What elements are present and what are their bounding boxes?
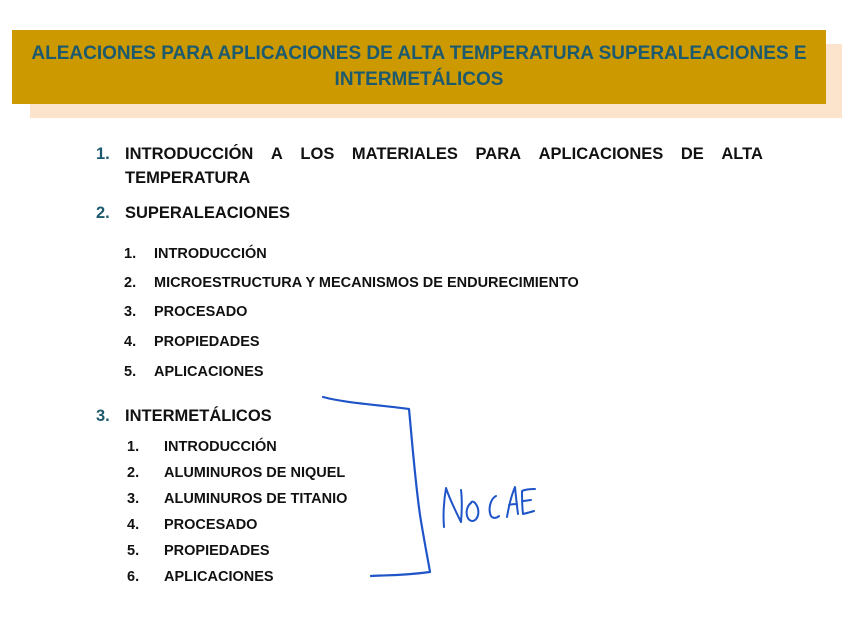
item-number: 1.: [96, 145, 110, 163]
word: A: [270, 145, 283, 163]
title-line-1: ALEACIONES PARA APLICACIONES DE ALTA TEMPERATURA SUPERALEACIONES E: [31, 43, 807, 64]
item-label: SUPERALEACIONES: [125, 204, 291, 222]
sub-label: INTRODUCCIÓN: [164, 439, 277, 455]
sub-label: ALUMINUROS DE TITANIO: [164, 491, 348, 507]
sub-label: PROPIEDADES: [154, 334, 260, 350]
sub-number: 2.: [124, 275, 137, 291]
sub-number: 1.: [127, 439, 140, 455]
sub-number: 1.: [124, 246, 137, 262]
sub-number: 2.: [127, 465, 140, 481]
sub-number: 3.: [124, 304, 137, 320]
sub-label: APLICACIONES: [154, 364, 264, 380]
word: MATERIALES: [351, 145, 458, 163]
word: APLICACIONES: [538, 145, 664, 163]
word: ALTA: [721, 145, 763, 163]
sub-number: 4.: [124, 334, 137, 350]
word: LOS: [300, 145, 335, 163]
item-number: 2.: [96, 204, 110, 222]
sub-label: PROCESADO: [164, 517, 258, 533]
sub-number: 3.: [127, 491, 140, 507]
item-label: INTERMETÁLICOS: [125, 407, 272, 425]
title-line-2: INTERMETÁLICOS: [334, 69, 504, 90]
sub-number: 4.: [127, 517, 140, 533]
item-number: 3.: [96, 407, 110, 425]
sub-number: 6.: [127, 569, 140, 585]
handwritten-bracket: [323, 397, 430, 576]
handwritten-note: [444, 487, 535, 527]
word: PARA: [475, 145, 522, 163]
word: DE: [680, 145, 704, 163]
sub-label: PROPIEDADES: [164, 543, 270, 559]
sub-label: PROCESADO: [154, 304, 248, 320]
outline-item-1-line-2: TEMPERATURA: [125, 169, 251, 187]
sub-label: MICROESTRUCTURA Y MECANISMOS DE ENDURECIMIENTO: [154, 275, 579, 291]
sub-number: 5.: [124, 364, 137, 380]
sub-label: INTRODUCCIÓN: [154, 246, 267, 262]
sub-label: APLICACIONES: [164, 569, 274, 585]
sub-label: ALUMINUROS DE NIQUEL: [164, 465, 346, 481]
sub-number: 5.: [127, 543, 140, 559]
word: INTRODUCCIÓN: [125, 145, 254, 163]
